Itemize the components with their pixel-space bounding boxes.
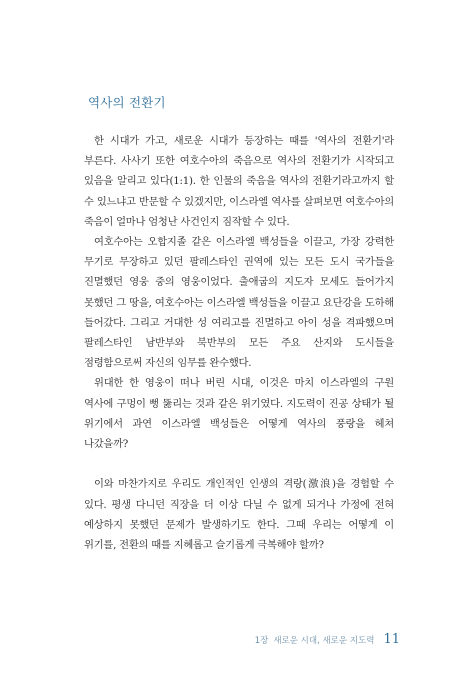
page-footer (255, 632, 400, 647)
body-text (84, 131, 394, 555)
paragraph-2: 여호수아는 오합지졸 같은 이스라엘 백성들을 이끌고, 가장 강력한 무기로 무장하고 있던 팔레스타인 권역에 있는 모든 도시 국가들을 진멸했던 영웅 중의 영웅이었다. 출애굽의 지도자 모세도 들어가지 못했던 그 땅을, 여호수아는 이스라엘 백성들을 이끌고 요단강을 도하해 들어갔다. 그리고 거대한 성 여리고를 진멸하고 아이 성을 격파했으며 팔레스타인 남반부와 북반부의 모든 주요 산지와 도시들을 점령함으로써 자신의 임무를 완수했다. (84, 236, 394, 370)
paragraph-1: 한 시대가 가고, 새로운 시대가 등장하는 때를 '역사의 전환기'라 부른다. 사사기 또한 여호수아의 죽음으로 역사의 전환기가 시작되고 있음을 알리고 있다(1:1). 한 인물의 죽음을 역사의 전환기라고까지 할 수 있느냐고 반문할 수 있겠지만, 이스라엘 역사를 살펴보면 여호수아의 죽음이 얼마나 엄청난 사건인지 짐작할 수 있다. (84, 135, 394, 228)
paragraph-3: 위대한 한 영웅이 떠나 버린 시대, 이것은 마치 이스라엘의 구원 역사에 구멍이 뻥 뚫리는 것과 같은 위기였다. 지도력이 진공 상태가 될 위기에서 과연 이스라엘 백성들은 어떻게 역사의 풍랑을 헤쳐 나갔을까? (84, 377, 394, 451)
footer-chapter: 1장 (254, 636, 269, 646)
section-title: 역사의 전환기 (88, 95, 166, 110)
footer-chapter-title: 새로운 시대, 새로운 지도력 (273, 636, 375, 646)
page-number: 11 (383, 632, 400, 647)
paragraph-4: 이와 마찬가지로 우리도 개인적인 인생의 격랑(激浪)을 경험할 수 있다. 평생 다니던 직장을 더 이상 다닐 수 없게 되거나 가정에 전혀 예상하지 못했던 문제가 발생하기도 한다. 그때 우리는 어떻게 이 위기를, 전환의 때를 지혜롭고 슬기롭게 극복해야 할까? (84, 478, 394, 552)
